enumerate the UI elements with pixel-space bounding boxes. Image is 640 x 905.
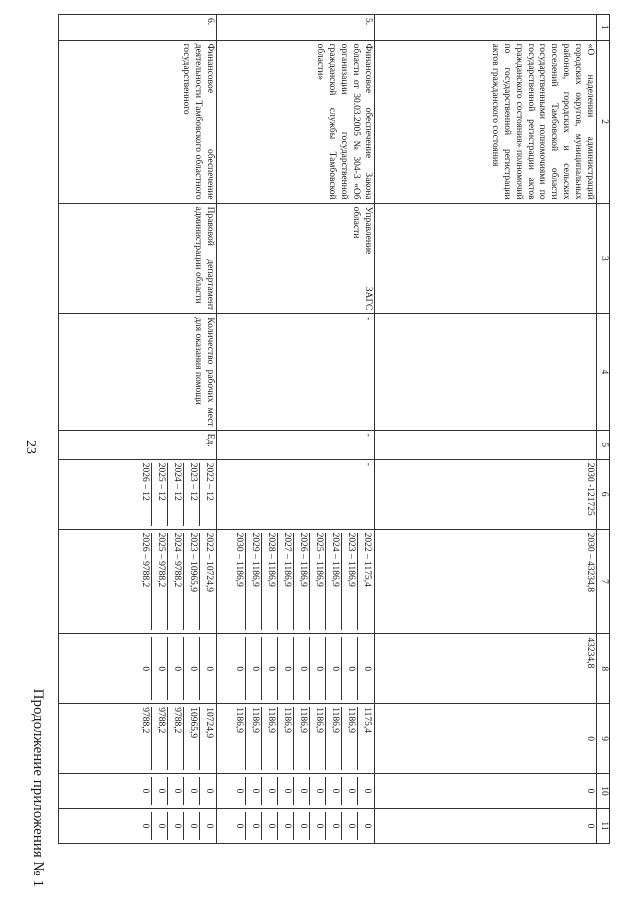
value: 1186,9	[293, 707, 309, 770]
value: 0	[245, 637, 261, 700]
federal-cell	[59, 634, 217, 704]
empty-cell	[375, 203, 597, 314]
value: 0	[167, 812, 183, 840]
regional-cell	[217, 704, 375, 774]
year-total: 2022 – 1175,4	[357, 533, 373, 631]
value: 1175,4	[357, 707, 373, 770]
year-total: 2029 – 1186,9	[245, 533, 261, 631]
value: 1186,9	[261, 707, 277, 770]
value: 0	[234, 788, 244, 794]
indicator-value-cell: 2030 -121725	[375, 459, 597, 529]
value: 0	[199, 812, 215, 840]
value: 2024 – 9788,2	[167, 533, 183, 631]
value: 2023 – 12	[183, 463, 199, 526]
value: 2025 – 9788,2	[151, 533, 167, 631]
indicator-value-cell: -	[217, 459, 375, 529]
value: 0	[245, 777, 261, 805]
value: 0	[183, 812, 199, 840]
header-cell: 6	[597, 459, 610, 529]
empty-cell	[375, 314, 597, 430]
year-total: 2028 – 1186,9	[261, 533, 277, 631]
header-cell: 7	[597, 529, 610, 634]
col10-cell: 0	[375, 774, 597, 809]
value: 0	[277, 812, 293, 840]
col11-cell: 0	[375, 809, 597, 844]
num-cell: 5.	[217, 15, 375, 41]
value: 0	[325, 812, 341, 840]
value: 0	[309, 812, 325, 840]
description-cell: Финансовое обеспечение Закона области от 30.03.2005 № 304-З «Об организации государственной гражданской службы Тамбовской области»	[217, 40, 375, 203]
header-cell: 8	[597, 634, 610, 704]
value: 2025 – 12	[151, 463, 167, 526]
value: 0	[151, 812, 167, 840]
year-total: 2026 – 1186,9	[293, 533, 309, 631]
value: 0	[293, 637, 309, 700]
col11-cell	[59, 809, 217, 844]
value: 2022 – 12	[199, 463, 215, 526]
table-row-5	[217, 15, 375, 844]
table-row-prev	[375, 15, 597, 844]
header-row	[597, 15, 610, 844]
appendix-table	[58, 14, 610, 844]
num-cell: 6.	[59, 15, 217, 41]
year-total: 2025 – 1186,9	[309, 533, 325, 631]
value: 0	[234, 823, 244, 829]
year-total: 2030 – 1186,9	[234, 532, 244, 587]
indicator-cell: Количество рабочих мест для оказания помощи	[59, 314, 217, 430]
page-number: 23	[23, 440, 38, 454]
value: 10965,9	[183, 707, 199, 770]
header-cell: 11	[597, 809, 610, 844]
value: 0	[293, 777, 309, 805]
value: 0	[140, 823, 150, 829]
value: 0	[140, 666, 150, 672]
indicator-cell: -	[217, 314, 375, 430]
value: 0	[140, 788, 150, 794]
year-total: 2027 – 1186,9	[277, 533, 293, 631]
value: 0	[261, 637, 277, 700]
value: 0	[357, 812, 373, 840]
value: 0	[261, 812, 277, 840]
federal-cell: 43234,8	[375, 634, 597, 704]
value: 0	[199, 637, 215, 700]
value: 0	[167, 777, 183, 805]
year-total: 2023 – 1186,9	[341, 533, 357, 631]
total-cell	[217, 529, 375, 634]
value: 1186,9	[325, 707, 341, 770]
col11-cell	[217, 809, 375, 844]
header-cell: 3	[597, 203, 610, 314]
value: 1186,9	[277, 707, 293, 770]
header-cell: 1	[597, 15, 610, 41]
value: 2022 – 10724,9	[199, 533, 215, 631]
description-cell: Финансовое обеспечение деятельности Тамбовского областного государственного	[59, 40, 217, 203]
value: 2026 – 12	[140, 462, 150, 501]
year-total: 2024 – 1186,9	[325, 533, 341, 631]
value: 10724,9	[199, 707, 215, 770]
executor-cell: Правовой департамент администрации области	[59, 203, 217, 314]
value: 0	[293, 812, 309, 840]
value: 2023 – 10965,9	[183, 533, 199, 631]
value: 0	[277, 777, 293, 805]
regional-cell	[59, 704, 217, 774]
federal-cell	[217, 634, 375, 704]
value: 0	[341, 812, 357, 840]
value: 1186,9	[341, 707, 357, 770]
continuation-title: Продолжение приложения № 1	[30, 688, 46, 887]
value: 0	[151, 777, 167, 805]
value: 0	[183, 777, 199, 805]
value: 0	[245, 812, 261, 840]
header-cell: 10	[597, 774, 610, 809]
header-cell: 5	[597, 430, 610, 459]
indicator-value-cell	[59, 459, 217, 529]
description-cell: «О наделении администраций городских округов, муниципальных районов, городских и сельских поселений Тамбовской области государственными полномочиями по государственной регистрации актов гражданского состояния» полномочий по государственной регистрации актов гражданского состояния	[375, 40, 597, 203]
value: 1186,9	[245, 707, 261, 770]
value: 0	[325, 777, 341, 805]
value: 9788,2	[167, 707, 183, 770]
value: 0	[277, 637, 293, 700]
value: 2024 – 12	[167, 463, 183, 526]
value: 9788,2	[151, 707, 167, 770]
value: 0	[325, 637, 341, 700]
value: 0	[341, 637, 357, 700]
unit-cell: -	[217, 430, 375, 459]
value: 0	[357, 777, 373, 805]
value: 0	[199, 777, 215, 805]
unit-cell: Ед.	[59, 430, 217, 459]
executor-cell: Управление ЗАГС области	[217, 203, 375, 314]
value: 0	[167, 637, 183, 700]
value: 0	[234, 666, 244, 672]
total-cell	[59, 529, 217, 634]
total-cell: 2030 – 43234,8	[375, 529, 597, 634]
value: 1186,9	[309, 707, 325, 770]
value: 0	[183, 637, 199, 700]
value: 2026 – 9788,2	[140, 532, 150, 588]
value: 9788,2	[140, 707, 150, 734]
value: 0	[309, 777, 325, 805]
header-cell: 2	[597, 40, 610, 203]
empty-cell	[375, 430, 597, 459]
table-row-6	[59, 15, 217, 844]
header-cell: 4	[597, 314, 610, 430]
col10-cell	[217, 774, 375, 809]
value: 0	[261, 777, 277, 805]
regional-cell: 0	[375, 704, 597, 774]
col10-cell	[59, 774, 217, 809]
value: 0	[341, 777, 357, 805]
value: 1186,9	[234, 707, 244, 734]
value: 0	[357, 637, 373, 700]
num-cell	[375, 15, 597, 41]
value: 0	[309, 637, 325, 700]
header-cell: 9	[597, 704, 610, 774]
value: 0	[151, 637, 167, 700]
